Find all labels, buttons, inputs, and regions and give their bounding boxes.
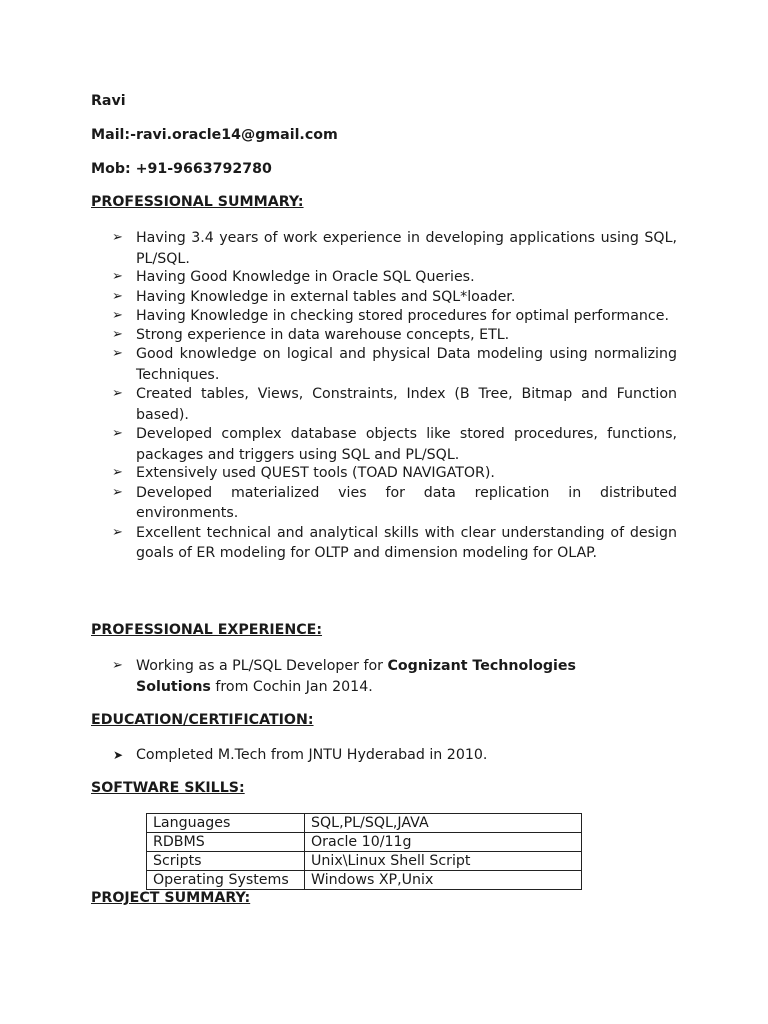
experience-list (112, 656, 632, 697)
table-row (147, 833, 582, 852)
skill-value: Unix\Linux Shell Script (305, 852, 582, 871)
arrow-bullet-icon: ➢ (112, 386, 123, 401)
arrow-bullet-icon: ➢ (112, 426, 123, 441)
candidate-name: Ravi (91, 93, 126, 109)
skill-value: SQL,PL/SQL,JAVA (305, 814, 582, 833)
arrow-bullet-icon: ➢ (112, 269, 123, 284)
arrow-bullet-icon: ➢ (112, 288, 123, 304)
project-summary-heading: PROJECT SUMMARY: (91, 890, 251, 906)
summary-item: ➢ Good knowledge on logical and physical Data modeling using normalizing Techniques. (112, 346, 677, 383)
summary-item: ➢ Created tables, Views, Constraints, Index (B Tree, Bitmap and Function based). (112, 386, 677, 423)
email-line: Mail:-ravi.oracle14@gmail.com (91, 127, 338, 143)
skill-category: Scripts (147, 852, 305, 871)
arrow-bullet-icon: ➢ (112, 484, 123, 500)
table-row (147, 852, 582, 871)
summary-item: ➢ Extensively used QUEST tools (TOAD NAVIGATOR). (112, 463, 677, 484)
education-list (112, 745, 677, 766)
skill-category: Languages (147, 814, 305, 833)
skill-value: Windows XP,Unix (305, 871, 582, 890)
summary-item: ➢ Having 3.4 years of work experience in developing applications using SQL, PL/SQL. (112, 230, 677, 267)
table-row (147, 814, 582, 833)
summary-item: ➢ Having Knowledge in external tables and SQL*loader. (112, 287, 677, 308)
arrow-bullet-icon: ➢ (112, 465, 123, 480)
arrow-bullet-icon: ➢ (112, 524, 123, 540)
summary-item: ➢ Having Knowledge in checking stored procedures for optimal performance. (112, 306, 677, 327)
arrow-bullet-icon: ➢ (112, 326, 123, 342)
professional-experience-heading: PROFESSIONAL EXPERIENCE: (91, 622, 323, 638)
skill-category: Operating Systems (147, 871, 305, 890)
summary-item: ➢ Excellent technical and analytical skills with clear understanding of design goals of ER modeling for OLTP and dimension modeling for OLAP. (112, 524, 677, 561)
table-row (147, 871, 582, 890)
skill-category: RDBMS (147, 833, 305, 852)
summary-item: ➢ Developed materialized vies for data replication in distributed environments. (112, 484, 677, 521)
software-skills-table (146, 813, 582, 890)
experience-item: ➢ Working as a PL/SQL Developer for Cognizant Technologies Solutions from Cochin Jan 2014. (112, 658, 576, 695)
arrow-bullet-icon: ➢ (112, 658, 123, 673)
arrow-bullet-icon: ➢ (112, 230, 123, 245)
summary-item: ➢ Having Good Knowledge in Oracle SQL Queries. (112, 267, 677, 288)
skill-value: Oracle 10/11g (305, 833, 582, 852)
education-item: ➤ Completed M.Tech from JNTU Hyderabad in 2010. (112, 745, 677, 766)
solid-arrow-bullet-icon: ➤ (113, 748, 124, 762)
software-skills-heading: SOFTWARE SKILLS: (91, 780, 245, 796)
mobile-line: Mob: +91-9663792780 (91, 161, 272, 177)
summary-item: ➢ Developed complex database objects like stored procedures, functions, packages and triggers using SQL and PL/SQL. (112, 426, 677, 463)
summary-list (112, 228, 677, 564)
company-name: Cognizant Technologies Solutions (136, 658, 576, 695)
summary-item: ➢ Strong experience in data warehouse concepts, ETL. (112, 325, 677, 346)
professional-summary-heading: PROFESSIONAL SUMMARY: (91, 194, 304, 210)
arrow-bullet-icon: ➢ (112, 308, 123, 323)
arrow-bullet-icon: ➢ (112, 346, 123, 361)
education-heading: EDUCATION/CERTIFICATION: (91, 712, 314, 728)
